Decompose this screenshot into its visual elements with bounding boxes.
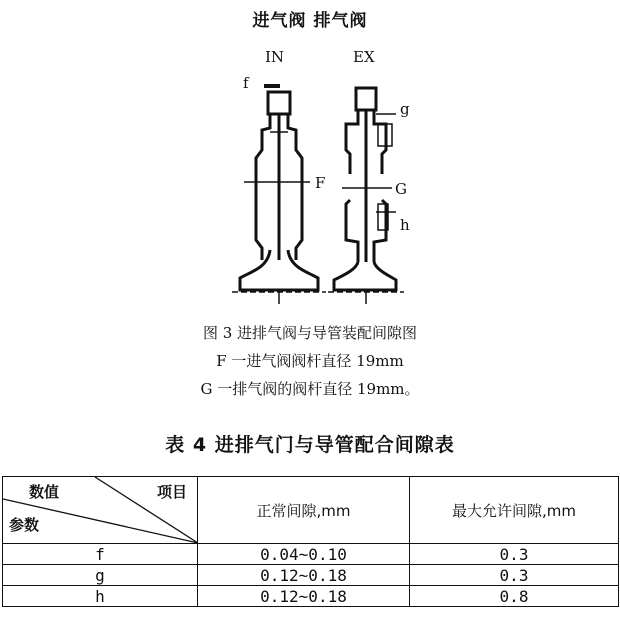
row-max: 0.8 xyxy=(410,586,619,607)
note-g: G 一排气阀的阀杆直径 19mm。 xyxy=(200,380,420,398)
header-corner-cell xyxy=(3,477,198,544)
table-row xyxy=(3,586,619,607)
figure-caption: 图 3 进排气阀与导管装配间隙图 xyxy=(202,324,418,342)
intake-valve xyxy=(232,86,326,304)
label-G: G xyxy=(395,180,407,198)
label-F: F xyxy=(315,174,326,192)
row-max: 0.3 xyxy=(410,565,619,586)
table-title: 表 4 进排气门与导管配合间隙表 xyxy=(165,434,455,456)
header-param: 参数 xyxy=(9,516,40,534)
valve-diagram xyxy=(0,0,620,310)
note-f: F 一进气阀阀杆直径 19mm xyxy=(216,352,404,370)
row-normal: 0.12~0.18 xyxy=(198,565,410,586)
label-in: IN xyxy=(265,48,285,66)
table-row xyxy=(3,544,619,565)
clearance-table xyxy=(2,476,619,607)
header-normal: 正常间隙,mm xyxy=(198,477,410,544)
header-max: 最大允许间隙,mm xyxy=(410,477,619,544)
row-max: 0.3 xyxy=(410,544,619,565)
header-value: 数值 xyxy=(29,483,60,501)
row-param: g xyxy=(3,565,198,586)
row-param: h xyxy=(3,586,198,607)
label-h: h xyxy=(400,216,410,234)
row-normal: 0.04~0.10 xyxy=(198,544,410,565)
header-item: 项目 xyxy=(156,483,187,501)
table-row xyxy=(3,565,619,586)
row-param: f xyxy=(3,544,198,565)
label-g: g xyxy=(400,100,410,118)
label-f: f xyxy=(243,74,249,92)
row-normal: 0.12~0.18 xyxy=(198,586,410,607)
figure-title: 进气阀 排气阀 xyxy=(252,11,368,31)
label-ex: EX xyxy=(353,48,375,66)
exhaust-valve xyxy=(328,88,404,304)
table-header-row xyxy=(3,477,619,544)
